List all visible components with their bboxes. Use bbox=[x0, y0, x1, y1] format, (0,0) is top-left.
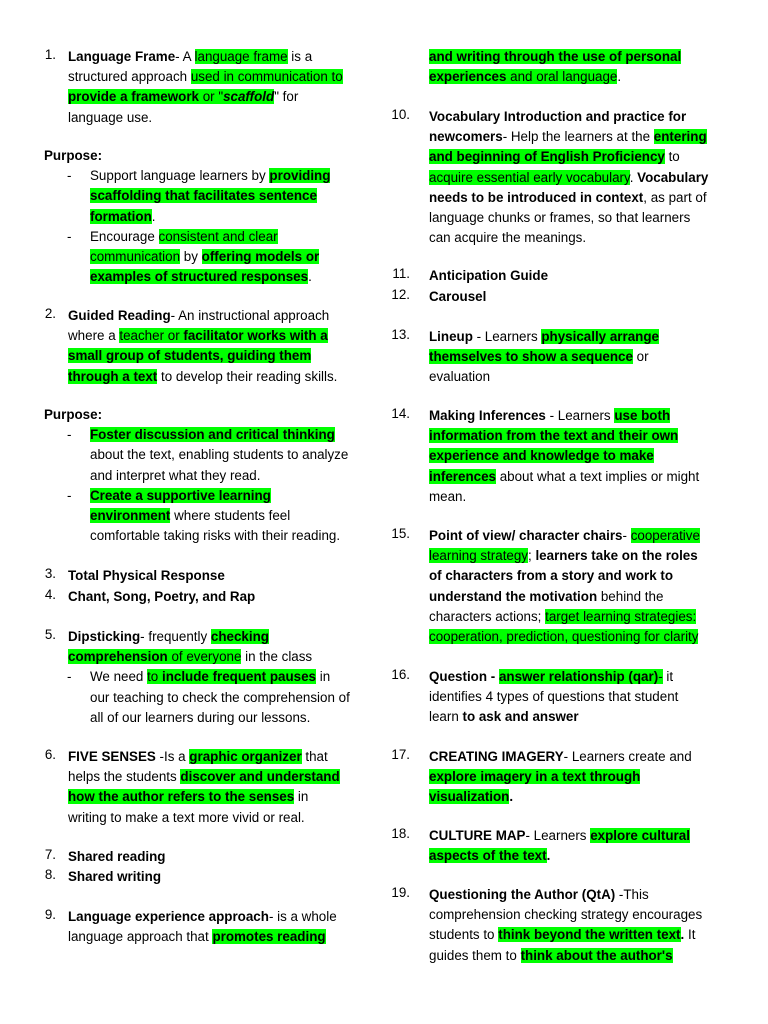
list-item-9 bbox=[0, 907, 384, 947]
text-line bbox=[68, 907, 384, 927]
text-line bbox=[429, 287, 768, 307]
text-run: characters actions; bbox=[429, 608, 546, 624]
text-line bbox=[68, 566, 384, 586]
list-item-9-continued bbox=[384, 47, 768, 87]
bullet-dash: - bbox=[67, 168, 72, 184]
item-text bbox=[429, 287, 768, 307]
text-run: , as part of bbox=[643, 189, 707, 205]
text-line bbox=[68, 867, 384, 887]
text-run: comfortable taking risks with their reading. bbox=[90, 528, 341, 544]
text-line bbox=[90, 207, 384, 227]
list-item-15 bbox=[384, 526, 768, 647]
text-run: . bbox=[546, 848, 551, 864]
text-run: about the text, enabling students to analyze bbox=[90, 447, 349, 463]
item-number: 4. bbox=[44, 587, 56, 602]
text-line bbox=[429, 347, 768, 367]
text-line bbox=[429, 467, 768, 487]
bullet-item bbox=[44, 166, 384, 227]
bullet-text bbox=[90, 227, 384, 288]
highlighted-text: include frequent pauses bbox=[161, 669, 316, 685]
highlighted-text: use both bbox=[614, 408, 671, 423]
highlighted-text: environment bbox=[90, 507, 171, 523]
text-line bbox=[429, 67, 768, 87]
text-line bbox=[90, 445, 384, 465]
text-run: Shared writing bbox=[68, 869, 162, 884]
text-run: can acquire the meanings. bbox=[429, 230, 587, 246]
text-run: evaluation bbox=[429, 369, 491, 385]
text-run: - Help the learners at the bbox=[502, 129, 654, 145]
text-line bbox=[429, 266, 768, 286]
text-run: CULTURE MAP bbox=[429, 828, 526, 843]
text-line bbox=[429, 406, 768, 426]
highlighted-text: target learning strategies: bbox=[545, 608, 697, 624]
list-item-5 bbox=[0, 627, 384, 728]
item-number: 17. bbox=[391, 747, 410, 762]
item-number: 18. bbox=[391, 826, 410, 841]
item-number: 3. bbox=[44, 566, 56, 581]
text-run: needs to be introduced in context bbox=[429, 189, 644, 205]
text-run: Vocabulary Introduction and practice for bbox=[429, 109, 687, 124]
text-line bbox=[429, 946, 768, 966]
text-run: or bbox=[632, 349, 649, 365]
text-run: understand the motivation bbox=[429, 588, 598, 604]
text-run: in the class bbox=[241, 649, 313, 665]
text-run: Making Inferences bbox=[429, 408, 546, 423]
text-line bbox=[90, 247, 384, 267]
text-run: identifies 4 types of questions that student bbox=[429, 689, 679, 705]
highlighted-text: physically arrange bbox=[541, 329, 659, 344]
list-item-7 bbox=[0, 847, 384, 867]
item-text bbox=[68, 847, 384, 867]
item-text bbox=[429, 526, 768, 647]
text-run: Carousel bbox=[429, 289, 487, 304]
highlighted-text: visualization bbox=[429, 789, 510, 805]
text-line bbox=[68, 87, 384, 107]
item-number: 11. bbox=[392, 266, 410, 281]
item-text bbox=[429, 107, 768, 248]
highlighted-text: acquire essential early vocabulary bbox=[429, 169, 630, 185]
highlighted-text: or " bbox=[198, 89, 224, 105]
text-run: structured approach bbox=[68, 69, 191, 85]
text-run: Support language learners by bbox=[90, 168, 270, 184]
text-run: in bbox=[294, 789, 309, 805]
text-run: Vocabulary bbox=[637, 169, 709, 185]
text-run: - frequently bbox=[140, 629, 211, 644]
text-line bbox=[90, 688, 384, 708]
item-text bbox=[429, 406, 768, 507]
item-number: 16. bbox=[391, 667, 410, 682]
text-line bbox=[429, 47, 768, 67]
highlighted-text: and writing through the use of personal bbox=[429, 49, 682, 64]
item-text bbox=[68, 47, 384, 128]
bullet-dash: - bbox=[67, 228, 72, 244]
text-run: -This bbox=[615, 887, 649, 902]
text-run: - is a whole bbox=[268, 909, 337, 924]
text-line bbox=[429, 168, 768, 188]
text-run: ; bbox=[528, 548, 536, 564]
highlighted-text: scaffolding that facilitates sentence bbox=[90, 188, 317, 204]
text-line bbox=[429, 627, 768, 647]
text-line bbox=[429, 127, 768, 147]
text-run: to develop their reading skills. bbox=[157, 368, 338, 384]
highlighted-text: themselves to show a sequence bbox=[429, 349, 633, 365]
text-line bbox=[90, 425, 384, 445]
text-run: Point of view/ character chairs bbox=[429, 528, 623, 543]
item-text bbox=[68, 566, 384, 586]
text-line bbox=[429, 767, 768, 787]
item-number: 5. bbox=[44, 627, 56, 642]
text-run: Questioning the Author (QtA) bbox=[429, 887, 616, 902]
text-run: to bbox=[664, 149, 680, 165]
text-run: in bbox=[316, 669, 331, 685]
highlighted-text: Create a supportive learning bbox=[90, 487, 271, 503]
text-line bbox=[429, 446, 768, 466]
list-item-11 bbox=[384, 266, 768, 286]
list-item-12 bbox=[384, 287, 768, 307]
highlighted-text: through a text bbox=[68, 368, 158, 384]
text-line bbox=[68, 808, 384, 828]
text-run: Shared reading bbox=[68, 849, 166, 864]
highlighted-text: think beyond the written text bbox=[498, 927, 681, 943]
text-run: and interpret what they read. bbox=[90, 467, 261, 483]
item-text bbox=[68, 587, 384, 607]
text-line bbox=[429, 587, 768, 607]
text-line bbox=[429, 687, 768, 707]
text-line bbox=[68, 647, 384, 667]
text-line bbox=[429, 526, 768, 546]
text-run: where a bbox=[68, 328, 120, 344]
text-line bbox=[90, 186, 384, 206]
bullet-text bbox=[90, 425, 384, 486]
text-line bbox=[429, 487, 768, 507]
list-item-1 bbox=[0, 47, 384, 128]
text-run: Question - bbox=[429, 669, 499, 684]
item-number: 10. bbox=[391, 107, 410, 122]
highlighted-text: aspects of the text bbox=[429, 848, 547, 864]
text-run: . bbox=[617, 69, 622, 85]
text-run: students to bbox=[429, 927, 499, 943]
item-bullets bbox=[44, 667, 384, 728]
highlighted-text: inferences bbox=[429, 468, 496, 484]
text-line bbox=[429, 367, 768, 387]
text-line bbox=[429, 607, 768, 627]
text-line bbox=[429, 147, 768, 167]
purpose-section-2 bbox=[44, 405, 384, 546]
text-line bbox=[429, 885, 768, 905]
text-line bbox=[68, 627, 384, 647]
text-line bbox=[429, 546, 768, 566]
bullet-text bbox=[90, 486, 384, 547]
text-run: is a bbox=[287, 49, 313, 64]
item-text bbox=[68, 867, 384, 887]
highlighted-text: consistent and clear bbox=[158, 228, 278, 244]
highlighted-text: cooperation, prediction, questioning for clarity bbox=[429, 628, 699, 644]
text-run: We need bbox=[90, 669, 148, 685]
text-run: our teaching to check the comprehension of bbox=[90, 689, 350, 705]
text-line bbox=[429, 905, 768, 925]
item-text bbox=[68, 907, 384, 947]
item-number: 13. bbox=[391, 327, 410, 342]
list-item-3 bbox=[0, 566, 384, 586]
item-text bbox=[429, 266, 768, 286]
text-run: Dipsticking bbox=[68, 629, 141, 644]
text-run: CREATING IMAGERY bbox=[429, 749, 564, 764]
list-item-19 bbox=[384, 885, 768, 966]
text-run: language approach that bbox=[68, 929, 213, 945]
text-run: guides them to bbox=[429, 947, 521, 963]
text-line bbox=[429, 228, 768, 248]
item-number: 9. bbox=[44, 907, 56, 922]
text-line bbox=[68, 847, 384, 867]
list-item-18 bbox=[384, 826, 768, 866]
list-item-10 bbox=[384, 107, 768, 248]
text-run: mean. bbox=[429, 488, 467, 504]
highlighted-text: teacher or bbox=[119, 328, 184, 344]
list-item-2 bbox=[0, 306, 384, 387]
bullet-item bbox=[44, 486, 384, 547]
text-line bbox=[90, 667, 384, 687]
text-run: -Is a bbox=[155, 749, 190, 764]
highlighted-text: graphic organizer bbox=[189, 749, 302, 764]
text-run: newcomers bbox=[429, 129, 503, 145]
highlighted-text: discover and understand bbox=[180, 769, 340, 785]
highlighted-text: provide a framework bbox=[68, 89, 199, 105]
highlighted-text: learning strategy bbox=[429, 548, 528, 564]
highlighted-text: scaffold bbox=[223, 89, 275, 105]
text-line bbox=[68, 747, 384, 767]
text-line bbox=[90, 227, 384, 247]
highlighted-text: - bbox=[658, 669, 663, 684]
item-number: 14. bbox=[391, 406, 410, 421]
highlighted-text: entering bbox=[653, 129, 707, 145]
highlighted-text: think about the author's bbox=[520, 947, 673, 963]
highlighted-text: and oral language bbox=[506, 69, 618, 85]
text-line bbox=[68, 367, 384, 387]
text-run: - bbox=[622, 528, 631, 543]
text-line bbox=[68, 587, 384, 607]
text-line bbox=[90, 708, 384, 728]
text-line bbox=[68, 47, 384, 67]
text-run: " for bbox=[274, 89, 299, 105]
text-run: - Learners bbox=[472, 329, 542, 344]
item-number: 2. bbox=[44, 306, 56, 321]
text-run: all of our learners during our lessons. bbox=[90, 709, 311, 725]
purpose-bullets bbox=[44, 425, 384, 546]
text-run: - Learners bbox=[525, 828, 591, 843]
text-line bbox=[429, 925, 768, 945]
purpose-bullets bbox=[44, 166, 384, 287]
highlighted-text: answer relationship (qar) bbox=[498, 669, 659, 684]
highlighted-text: Foster discussion and critical thinking bbox=[90, 427, 335, 443]
purpose-heading: Purpose: bbox=[44, 407, 103, 422]
text-line bbox=[429, 327, 768, 347]
text-line bbox=[68, 67, 384, 87]
text-run: Lineup bbox=[429, 329, 473, 344]
text-line bbox=[90, 267, 384, 287]
text-run: - Learners bbox=[545, 408, 615, 423]
text-line bbox=[429, 787, 768, 807]
highlighted-text: how the author refers to the senses bbox=[68, 789, 295, 805]
text-run: writing to make a text more vivid or real. bbox=[68, 809, 305, 825]
text-run: FIVE SENSES bbox=[68, 749, 156, 764]
text-run: that bbox=[301, 749, 328, 764]
text-line bbox=[90, 526, 384, 546]
highlighted-text: used in communication to bbox=[190, 69, 343, 85]
bullet-text bbox=[90, 667, 384, 728]
highlighted-text: explore imagery in a text through bbox=[429, 769, 641, 785]
highlighted-text: experience and knowledge to make bbox=[429, 448, 654, 464]
item-text bbox=[429, 47, 768, 87]
purpose-heading: Purpose: bbox=[44, 148, 103, 163]
highlighted-text: checking bbox=[210, 629, 269, 644]
item-text bbox=[429, 826, 768, 866]
highlighted-text: comprehension bbox=[68, 649, 168, 665]
bullet-item bbox=[44, 227, 384, 288]
text-run: language use. bbox=[68, 109, 153, 125]
text-run: it bbox=[662, 669, 674, 684]
text-run: by bbox=[180, 248, 202, 264]
text-line bbox=[90, 506, 384, 526]
text-run: learners take on the roles bbox=[535, 548, 698, 564]
text-run: language chunks or frames, so that learners bbox=[429, 209, 691, 225]
text-run: to ask and answer bbox=[462, 709, 579, 725]
item-number: 19. bbox=[391, 885, 410, 900]
item-number: 12. bbox=[391, 287, 410, 302]
text-line bbox=[68, 306, 384, 326]
text-line bbox=[429, 846, 768, 866]
text-run: helps the students bbox=[68, 769, 181, 785]
text-line bbox=[90, 486, 384, 506]
bullet-dash: - bbox=[67, 669, 72, 685]
text-line bbox=[90, 466, 384, 486]
bullet-item bbox=[44, 667, 384, 728]
item-text bbox=[68, 747, 384, 828]
text-run: of characters from a story and work to bbox=[429, 568, 674, 584]
text-line bbox=[429, 107, 768, 127]
highlighted-text: information from the text and their own bbox=[429, 428, 679, 444]
highlighted-text: and beginning of English Proficiency bbox=[429, 149, 665, 165]
text-line bbox=[429, 747, 768, 767]
bullet-dash: - bbox=[67, 487, 72, 503]
text-run: - Learners create and bbox=[563, 749, 692, 764]
text-run: . bbox=[629, 169, 638, 185]
item-text bbox=[68, 306, 384, 387]
highlighted-text: formation bbox=[90, 208, 152, 224]
highlighted-text: experiences bbox=[429, 69, 507, 85]
text-run: comprehension checking strategy encourages bbox=[429, 907, 703, 923]
item-text bbox=[429, 885, 768, 966]
text-line bbox=[429, 707, 768, 727]
list-item-16 bbox=[384, 667, 768, 728]
purpose-section-1 bbox=[44, 146, 384, 287]
text-run: Language Frame bbox=[68, 49, 176, 64]
text-line bbox=[68, 927, 384, 947]
text-run: Chant, Song, Poetry, and Rap bbox=[68, 589, 256, 604]
text-line bbox=[68, 108, 384, 128]
text-line bbox=[429, 566, 768, 586]
highlighted-text: facilitator works with a bbox=[183, 328, 328, 344]
highlighted-text: explore cultural bbox=[590, 828, 690, 843]
highlighted-text: to bbox=[147, 669, 162, 685]
item-number: 15. bbox=[391, 526, 410, 541]
list-item-4 bbox=[0, 587, 384, 607]
text-run: . bbox=[680, 927, 685, 943]
item-number: 6. bbox=[44, 747, 56, 762]
item-text bbox=[429, 667, 768, 728]
item-text bbox=[429, 327, 768, 388]
bullet-dash: - bbox=[67, 427, 72, 443]
item-number: 7. bbox=[44, 847, 56, 862]
text-line bbox=[68, 346, 384, 366]
text-line bbox=[68, 787, 384, 807]
highlighted-text: offering models or bbox=[201, 248, 320, 264]
list-item-6 bbox=[0, 747, 384, 828]
text-run: . bbox=[509, 789, 514, 805]
item-text bbox=[68, 627, 384, 667]
item-number: 1. bbox=[44, 47, 56, 62]
text-run: Language experience approach bbox=[68, 909, 269, 924]
text-line bbox=[68, 326, 384, 346]
text-run: Guided Reading bbox=[68, 308, 171, 323]
highlighted-text: of everyone bbox=[167, 649, 242, 665]
item-number: 8. bbox=[44, 867, 56, 882]
list-item-8 bbox=[0, 867, 384, 887]
text-line bbox=[429, 188, 768, 208]
text-run: . bbox=[308, 269, 312, 285]
text-run: Encourage bbox=[90, 228, 159, 244]
text-run: about what a text implies or might bbox=[496, 468, 700, 484]
text-line bbox=[429, 667, 768, 687]
text-run: learn bbox=[429, 709, 463, 725]
list-item-13 bbox=[384, 327, 768, 388]
highlighted-text: communication bbox=[90, 248, 181, 264]
highlighted-text: providing bbox=[269, 168, 331, 184]
text-run: - An instructional approach bbox=[170, 308, 330, 323]
highlighted-text: promotes reading bbox=[212, 929, 326, 945]
text-line bbox=[429, 426, 768, 446]
text-run: where students feel bbox=[170, 507, 291, 523]
bullet-item bbox=[44, 425, 384, 486]
text-line bbox=[429, 208, 768, 228]
text-line bbox=[90, 166, 384, 186]
text-run: behind the bbox=[597, 588, 664, 604]
text-run: It bbox=[684, 927, 696, 943]
text-line bbox=[429, 826, 768, 846]
highlighted-text: cooperative bbox=[630, 528, 700, 543]
list-item-17 bbox=[384, 747, 768, 808]
text-run: Anticipation Guide bbox=[429, 268, 549, 283]
text-run: - A bbox=[175, 49, 195, 64]
highlighted-text: examples of structured responses bbox=[90, 269, 309, 285]
list-item-14 bbox=[384, 406, 768, 507]
bullet-text bbox=[90, 166, 384, 227]
item-text bbox=[429, 747, 768, 808]
text-run: Total Physical Response bbox=[68, 568, 225, 583]
text-line bbox=[68, 767, 384, 787]
highlighted-text: small group of students, guiding them bbox=[68, 348, 312, 364]
text-run: . bbox=[151, 208, 156, 224]
highlighted-text: language frame bbox=[194, 49, 288, 64]
